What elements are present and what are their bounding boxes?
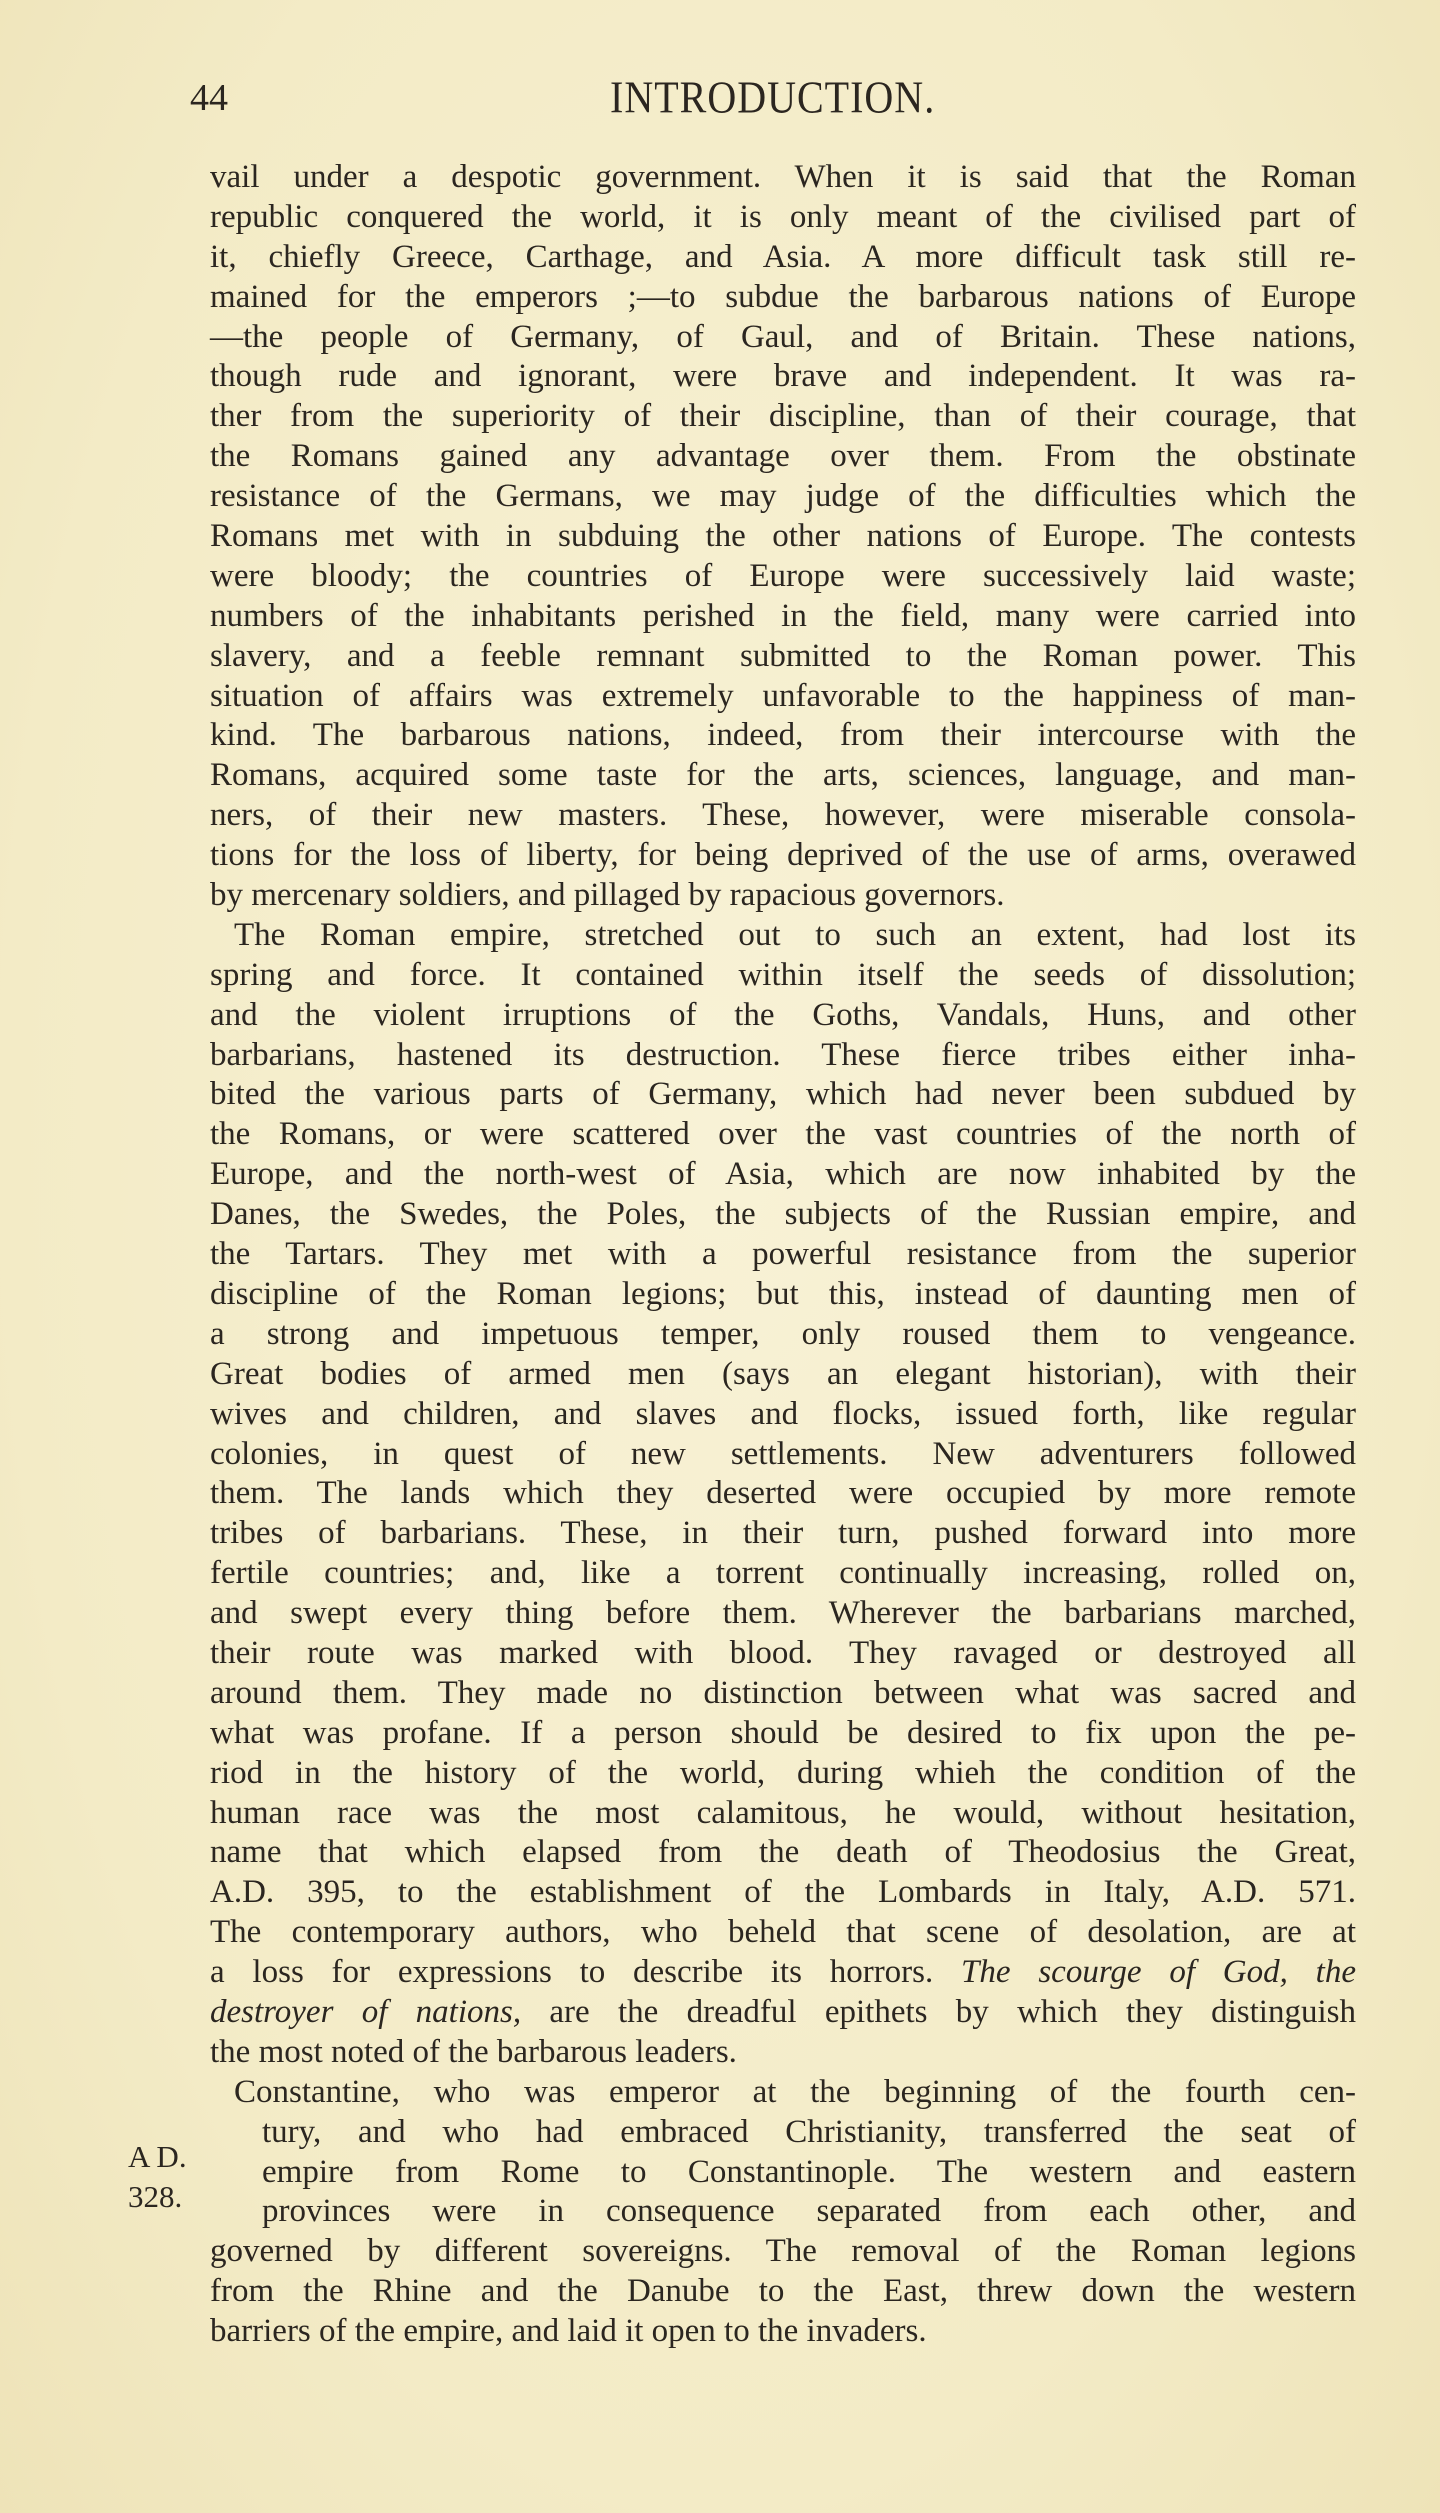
text-line [210, 1115, 1356, 1155]
text-line [210, 1435, 1356, 1475]
text-line [210, 557, 1356, 597]
text-span: Great bodies of armed men (says an elegant historian), with their [210, 1355, 1356, 1392]
text-line [210, 198, 1356, 238]
text-span: their route was marked with blood. They ravaged or destroyed all [210, 1634, 1356, 1671]
text-line [210, 996, 1356, 1036]
text-line [210, 278, 1356, 318]
text-line [210, 158, 1356, 198]
text-line [210, 876, 1356, 916]
text-line [210, 1275, 1356, 1315]
text-line [210, 2113, 1356, 2153]
text-span: resistance of the Germans, we may judge of the difficulties which the [210, 478, 1356, 515]
text-span: slavery, and a feeble remnant submitted to the Roman power. This [210, 637, 1356, 674]
text-span: The Roman empire, stretched out to such an extent, had lost its [234, 916, 1356, 953]
text-span: though rude and ignorant, were brave and independent. It was ra- [210, 358, 1356, 395]
margin-note-era: A D. [128, 2139, 187, 2174]
text-line [210, 796, 1356, 836]
text-span: tribes of barbarians. These, in their turn, pushed forward into more [210, 1515, 1356, 1552]
text-line [210, 1913, 1356, 1953]
text-line [210, 1355, 1356, 1395]
text-line [210, 1554, 1356, 1594]
text-line [210, 1993, 1356, 2033]
text-line [210, 437, 1356, 477]
text-line [210, 1395, 1356, 1435]
text-line [210, 2033, 1356, 2073]
text-line [210, 916, 1356, 956]
text-line [210, 597, 1356, 637]
text-span: Constantine, who was emperor at the beginning of the fourth cen- [234, 2073, 1356, 2110]
text-line [210, 2312, 1356, 2352]
text-span: The contemporary authors, who beheld that scene of desolation, are at [210, 1914, 1356, 1951]
text-span: wives and children, and slaves and flocks, issued forth, like regular [210, 1395, 1356, 1432]
text-line [210, 836, 1356, 876]
text-span: barbarians, hastened its destruction. These fierce tribes either inha- [210, 1036, 1356, 1073]
text-span: numbers of the inhabitants perished in the field, many were carried into [210, 597, 1356, 634]
text-span: and swept every thing before them. Wherever the barbarians marched, [210, 1595, 1356, 1632]
text-line [210, 357, 1356, 397]
text-span: name that which elapsed from the death of Theodosius the Great, [210, 1834, 1356, 1871]
text-line [210, 1634, 1356, 1674]
text-line [210, 2153, 1356, 2193]
text-line [210, 1474, 1356, 1514]
text-span: the Tartars. They met with a powerful resistance from the superior [210, 1236, 1356, 1273]
text-line [210, 2073, 1356, 2113]
text-span: and the violent irruptions of the Goths, Vandals, Huns, and other [210, 996, 1356, 1033]
text-span: human race was the most calamitous, he would, without hesitation, [210, 1794, 1356, 1831]
text-span: the most noted of the barbarous leaders. [210, 2033, 737, 2070]
italic-phrase: destroyer of nations, [210, 1993, 522, 2030]
text-span: are the dreadful epithets by which they distinguish [521, 1993, 1356, 2030]
text-span: what was profane. If a person should be desired to fix upon the pe- [210, 1714, 1356, 1751]
text-span: fertile countries; and, like a torrent continually increasing, rolled on, [210, 1555, 1356, 1592]
running-head: INTRODUCTION. [610, 71, 936, 123]
text-span: them. The lands which they deserted were occupied by more remote [210, 1475, 1356, 1512]
text-line [210, 1873, 1356, 1913]
text-span: barriers of the empire, and laid it open to the invaders. [210, 2313, 927, 2350]
text-line [210, 1075, 1356, 1115]
text-span: —the people of Germany, of Gaul, and of Britain. These nations, [210, 318, 1356, 355]
text-span: Europe, and the north-west of Asia, which are now inhabited by the [210, 1156, 1356, 1193]
text-line [210, 1036, 1356, 1076]
text-span: governed by different sovereigns. The removal of the Roman legions [210, 2233, 1356, 2270]
text-line [210, 637, 1356, 677]
text-span: ners, of their new masters. These, however, were miserable consola- [210, 797, 1356, 834]
text-span: spring and force. It contained within itself the seeds of dissolution; [210, 956, 1356, 993]
text-span: empire from Rome to Constantinople. The western and eastern [262, 2153, 1356, 2190]
text-span: ther from the superiority of their discipline, than of their courage, that [210, 398, 1356, 435]
text-span: the Romans gained any advantage over them. From the obstinate [210, 438, 1356, 475]
text-span: kind. The barbarous nations, indeed, from their intercourse with the [210, 717, 1356, 754]
text-line [210, 477, 1356, 517]
text-line [210, 756, 1356, 796]
text-line [210, 1754, 1356, 1794]
text-span: Romans, acquired some taste for the arts, sciences, language, and man- [210, 757, 1356, 794]
text-span: riod in the history of the world, during whieh the condition of the [210, 1754, 1356, 1791]
body-text [210, 158, 1356, 2352]
text-span: provinces were in consequence separated from each other, and [262, 2193, 1356, 2230]
text-span: bited the various parts of Germany, which had never been subdued by [210, 1076, 1356, 1113]
text-span: it, chiefly Greece, Carthage, and Asia. A more difficult task still re- [210, 238, 1356, 275]
text-span: republic conquered the world, it is only meant of the civilised part of [210, 198, 1356, 235]
text-line [210, 1195, 1356, 1235]
text-span: by mercenary soldiers, and pillaged by rapacious governors. [210, 877, 1005, 914]
text-line [210, 1514, 1356, 1554]
text-line [210, 1833, 1356, 1873]
text-span: tions for the loss of liberty, for being deprived of the use of arms, overawed [210, 837, 1356, 874]
text-line [210, 1674, 1356, 1714]
text-line [210, 2192, 1356, 2232]
text-span: Danes, the Swedes, the Poles, the subjects of the Russian empire, and [210, 1196, 1356, 1233]
text-line [210, 318, 1356, 358]
text-line [210, 517, 1356, 557]
text-line [210, 397, 1356, 437]
page-number: 44 [190, 77, 228, 119]
text-line [210, 1235, 1356, 1275]
text-span: A.D. 395, to the establishment of the Lombards in Italy, A.D. 571. [210, 1874, 1356, 1911]
text-line [210, 1714, 1356, 1754]
text-line [210, 1594, 1356, 1634]
text-line [210, 2272, 1356, 2312]
text-span: tury, and who had embraced Christianity, transferred the seat of [262, 2113, 1356, 2150]
text-span: the Romans, or were scattered over the vast countries of the north of [210, 1116, 1356, 1153]
margin-note-year: 328. [128, 2179, 183, 2214]
text-span: a strong and impetuous temper, only roused them to vengeance. [210, 1315, 1356, 1352]
text-span: colonies, in quest of new settlements. New adventurers followed [210, 1435, 1356, 1472]
text-span: were bloody; the countries of Europe were successively laid waste; [210, 557, 1356, 594]
italic-phrase: The scourge of God, the [961, 1954, 1356, 1991]
text-span: from the Rhine and the Danube to the East, threw down the western [210, 2273, 1356, 2310]
text-line [210, 716, 1356, 756]
text-span: mained for the emperors ;—to subdue the barbarous nations of Europe [210, 278, 1356, 315]
text-line [210, 1315, 1356, 1355]
text-line [210, 2232, 1356, 2272]
text-line [210, 956, 1356, 996]
text-span: around them. They made no distinction between what was sacred and [210, 1674, 1356, 1711]
text-line [210, 677, 1356, 717]
text-span: discipline of the Roman legions; but this, instead of daunting men of [210, 1275, 1356, 1312]
text-span: Romans met with in subduing the other nations of Europe. The contests [210, 518, 1356, 555]
text-span: vail under a despotic government. When it is said that the Roman [210, 159, 1356, 195]
text-span: a loss for expressions to describe its horrors. [210, 1954, 962, 1991]
text-line [210, 1155, 1356, 1195]
text-line [210, 1794, 1356, 1834]
text-span: situation of affairs was extremely unfavorable to the happiness of man- [210, 677, 1356, 714]
text-line [210, 1953, 1356, 1993]
text-line [210, 238, 1356, 278]
